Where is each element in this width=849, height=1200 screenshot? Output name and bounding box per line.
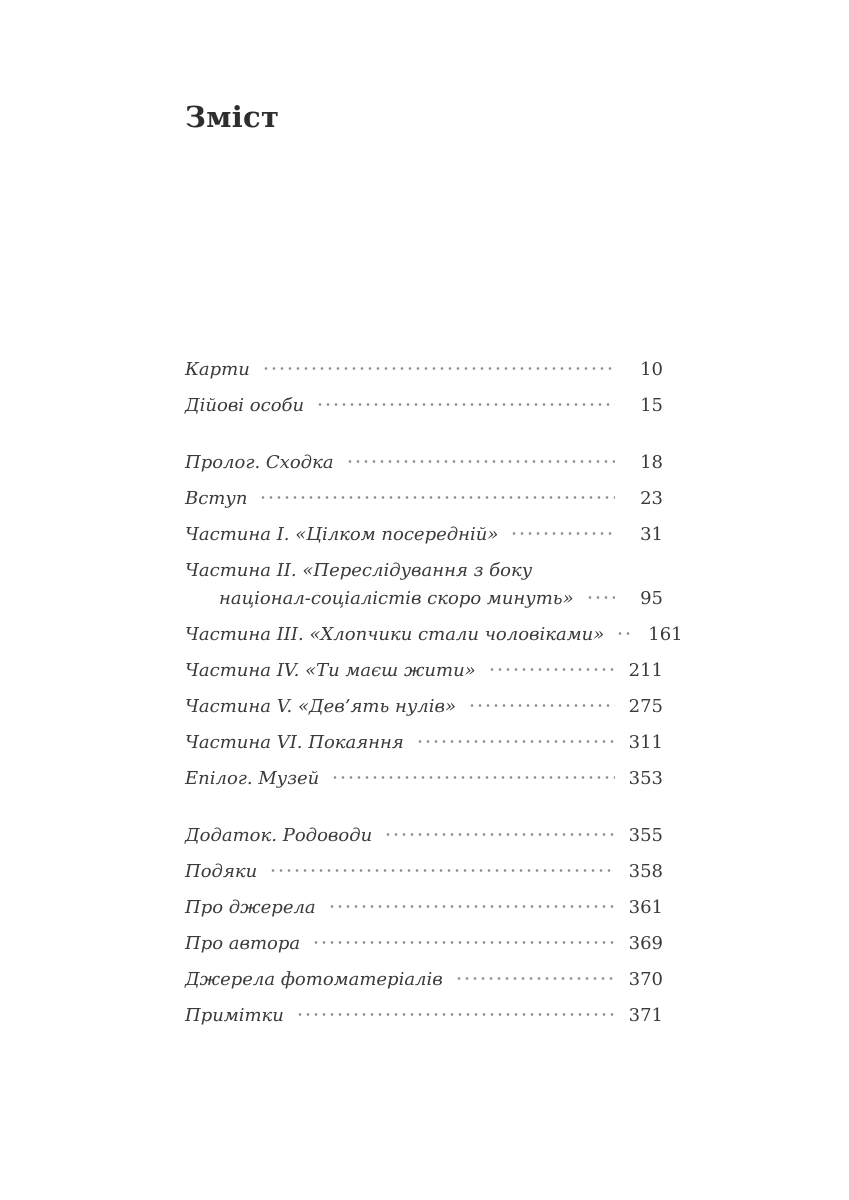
toc-entry-line	[185, 732, 663, 754]
toc-entry-label: Дійові особи	[185, 395, 305, 416]
page-number: 358	[628, 861, 663, 882]
dotted-leader	[328, 900, 615, 913]
toc-entry-line	[185, 624, 683, 646]
page-number: 31	[640, 524, 663, 545]
toc-entry-label: Епілог. Музей	[185, 768, 320, 789]
toc-entry-label: Частина VI. Покаяння	[185, 732, 404, 753]
page-number: 353	[628, 768, 663, 789]
dotted-leader	[455, 972, 615, 985]
toc-entry-line	[185, 969, 663, 991]
toc-entry-line	[185, 768, 663, 790]
page-number: 10	[640, 359, 663, 380]
toc-entry-line	[185, 897, 663, 919]
toc-entry-label: Частина III. «Хлопчики стали чоловіками»	[185, 624, 605, 645]
toc-entry-label: Про автора	[185, 933, 301, 954]
toc-entry	[185, 825, 663, 847]
page-number: 311	[628, 732, 663, 753]
dotted-leader	[586, 591, 615, 604]
toc-entry	[185, 452, 663, 474]
toc-entry-label: Частина I. «Цілком посередній»	[185, 524, 499, 545]
toc-entry-line	[185, 524, 663, 546]
toc-entry-line	[185, 359, 663, 381]
toc-entry	[185, 696, 663, 718]
toc-entry	[185, 768, 663, 790]
toc-entry-label: Про джерела	[185, 897, 316, 918]
toc-entry-line	[185, 560, 663, 582]
toc-entry	[185, 897, 663, 919]
toc-entry-line	[185, 696, 663, 718]
toc-group	[185, 359, 663, 417]
toc-entry-line	[185, 825, 663, 847]
page-number: 275	[628, 696, 663, 717]
dotted-leader	[468, 699, 615, 712]
toc-entry-line	[185, 933, 663, 955]
page-title: Зміст	[185, 100, 280, 134]
page-number: 370	[628, 969, 663, 990]
toc-entry	[185, 624, 683, 646]
dotted-leader	[259, 491, 615, 504]
toc-entry-line	[185, 861, 663, 883]
toc-entry	[185, 969, 663, 991]
page-number: 211	[628, 660, 663, 681]
toc-entry-label: Джерела фотоматеріалів	[185, 969, 443, 990]
toc-entry	[185, 395, 663, 417]
page-number: 15	[640, 395, 663, 416]
page-number: 371	[628, 1005, 663, 1026]
toc-entry-label: Вступ	[185, 488, 248, 509]
toc-content	[185, 100, 683, 1027]
dotted-leader	[269, 864, 614, 877]
toc-entry-label: Пролог. Сходка	[185, 452, 334, 473]
toc-entry-label: Додаток. Родоводи	[185, 825, 373, 846]
toc-entry	[185, 524, 663, 546]
dotted-leader	[312, 936, 614, 949]
dotted-leader	[384, 828, 614, 841]
toc-entry	[185, 560, 663, 610]
dotted-leader	[346, 455, 615, 468]
toc-entry	[185, 1005, 663, 1027]
toc-entry-label: Частина V. «Дев’ять нулів»	[185, 696, 457, 717]
dotted-leader	[316, 398, 615, 411]
toc-group	[185, 825, 663, 1027]
toc-entry-label: Частина IV. «Ти маєш жити»	[185, 660, 476, 681]
toc-entry-label: Примітки	[185, 1005, 284, 1026]
toc-list	[185, 359, 683, 1027]
dotted-leader	[488, 663, 615, 676]
page-number: 23	[640, 488, 663, 509]
dotted-leader	[616, 627, 634, 640]
toc-entry-line	[185, 660, 663, 682]
toc-entry	[185, 660, 663, 682]
toc-entry-line	[185, 452, 663, 474]
page-number: 161	[648, 624, 683, 645]
page-number: 355	[628, 825, 663, 846]
dotted-leader	[262, 362, 615, 375]
toc-entry	[185, 488, 663, 510]
toc-entry-line	[185, 1005, 663, 1027]
dotted-leader	[331, 771, 614, 784]
page-number: 18	[640, 452, 663, 473]
page-number: 369	[628, 933, 663, 954]
dotted-leader	[510, 527, 615, 540]
toc-entry-line	[185, 588, 663, 610]
toc-entry-line	[185, 488, 663, 510]
dotted-leader	[416, 735, 615, 748]
toc-entry	[185, 933, 663, 955]
page-number: 95	[640, 588, 663, 609]
toc-entry	[185, 861, 663, 883]
toc-entry-label: націонал-соціалістів скоро минуть»	[219, 588, 574, 609]
toc-group	[185, 452, 683, 790]
toc-entry-line	[185, 395, 663, 417]
page-number: 361	[628, 897, 663, 918]
toc-entry-label: Подяки	[185, 861, 258, 882]
toc-entry	[185, 732, 663, 754]
dotted-leader	[296, 1008, 615, 1021]
toc-entry-label: Частина II. «Переслідування з боку	[185, 560, 533, 581]
toc-entry	[185, 359, 663, 381]
toc-entry-label: Карти	[185, 359, 250, 380]
